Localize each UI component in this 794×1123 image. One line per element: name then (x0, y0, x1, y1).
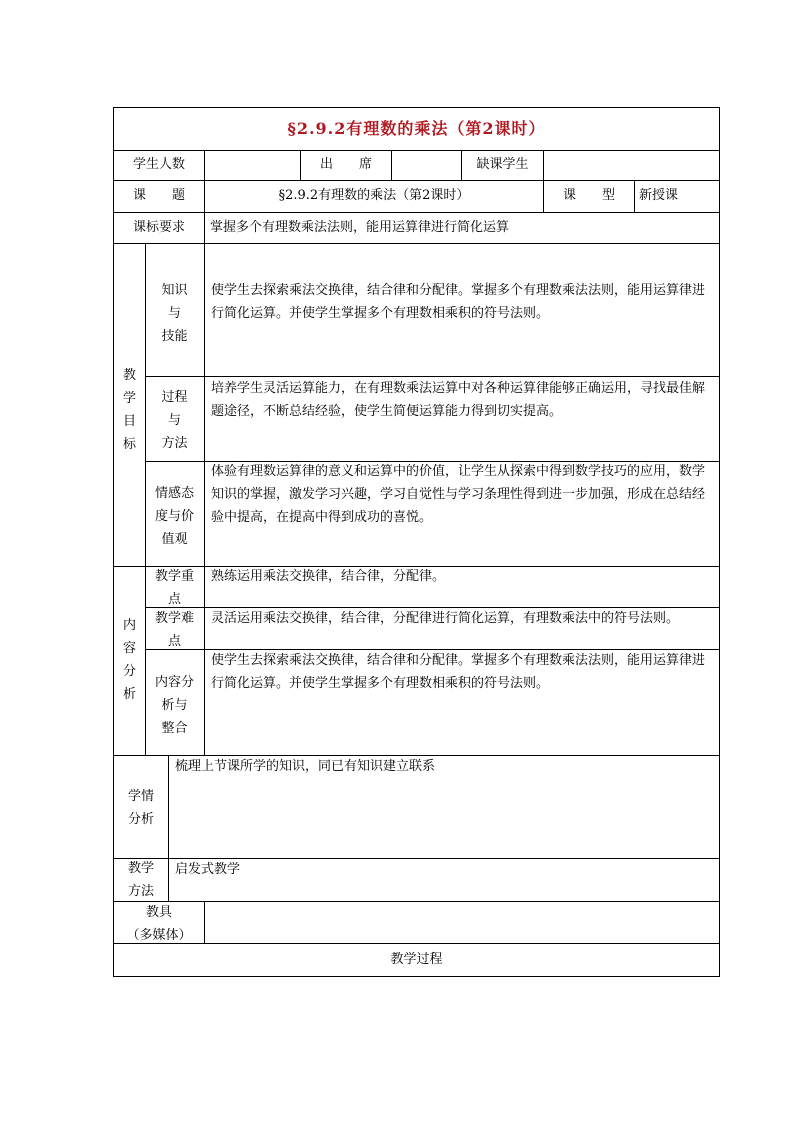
curriculum-standard-value: 掌握多个有理数乘法法则，能用运算律进行简化运算 (210, 220, 510, 235)
content-analysis-group-label: 内 容 分 析 (122, 618, 136, 702)
col-divider (204, 150, 205, 755)
emotion-values-label: 情感态 度与价 值观 (154, 486, 194, 547)
col-divider (391, 150, 392, 180)
page-title: §2.9.2有理数的乘法（第2课时） (287, 119, 546, 138)
process-method-label: 过程 与 方法 (161, 390, 188, 451)
teaching-process-heading: 教学过程 (390, 952, 443, 967)
topic-value: §2.9.2有理数的乘法（第2课时） (278, 188, 470, 203)
lesson-type-value: 新授课 (639, 188, 679, 203)
teaching-tools-label: 教具 （多媒体） (126, 905, 192, 943)
difficult-points-value: 灵活运用乘法交换律，结合律，分配律进行简化运算，有理数乘法中的符号法则。 (211, 611, 680, 626)
key-points-value: 熟练运用乘法交换律，结合律，分配律。 (211, 569, 446, 584)
content-integration-value: 使学生去探索乘法交换律，结合律和分配律。掌握多个有理数乘法法则，能用运算律进行简化运算。并使学生掌握多个有理数相乘积的符号法则。 (211, 653, 706, 691)
knowledge-skills-label: 知识 与 技能 (161, 283, 188, 344)
student-analysis-value: 梳理上节课所学的知识，同已有知识建立联系 (175, 759, 436, 774)
objectives-group-label: 教 学 目 标 (122, 368, 136, 452)
curriculum-standard-label: 课标要求 (132, 220, 185, 235)
key-points-label: 教学重 点 (154, 569, 194, 607)
col-divider (634, 180, 635, 212)
row-divider (114, 943, 719, 944)
col-divider (204, 901, 205, 943)
teaching-method-label: 教学 方法 (127, 861, 154, 899)
topic-label: 课 题 (132, 188, 185, 203)
students-count-label: 学生人数 (132, 157, 185, 172)
emotion-values-value: 体验有理数运算律的意义和运算中的价值，让学生从探索中得到数学技巧的应用，数学知识的掌握，激发学习兴趣，学习自觉性与学习条理性得到进一步加强，形成在总结经验中提高，在提高中得到成功的喜悦。 (211, 464, 706, 525)
col-divider (168, 755, 169, 901)
difficult-points-label: 教学难 点 (154, 611, 194, 649)
lesson-plan-table (113, 107, 720, 977)
attendance-label: 出 席 (319, 157, 372, 172)
content-integration-label: 内容分 析与 整合 (154, 675, 194, 736)
lesson-type-label: 课 型 (562, 188, 615, 203)
knowledge-skills-value: 使学生去探索乘法交换律，结合律和分配律。掌握多个有理数乘法法则，能用运算律进行简化运算。并使学生掌握多个有理数相乘积的符号法则。 (211, 283, 706, 321)
teaching-method-value: 启发式教学 (175, 862, 241, 877)
student-analysis-label: 学情 分析 (127, 789, 154, 827)
absent-students-label: 缺课学生 (476, 157, 529, 172)
process-method-value: 培养学生灵活运算能力，在有理数乘法运算中对各种运算律能够正确运用，寻找最佳解题途径，不断总结经验，使学生简便运算能力得到切实提高。 (211, 381, 706, 419)
